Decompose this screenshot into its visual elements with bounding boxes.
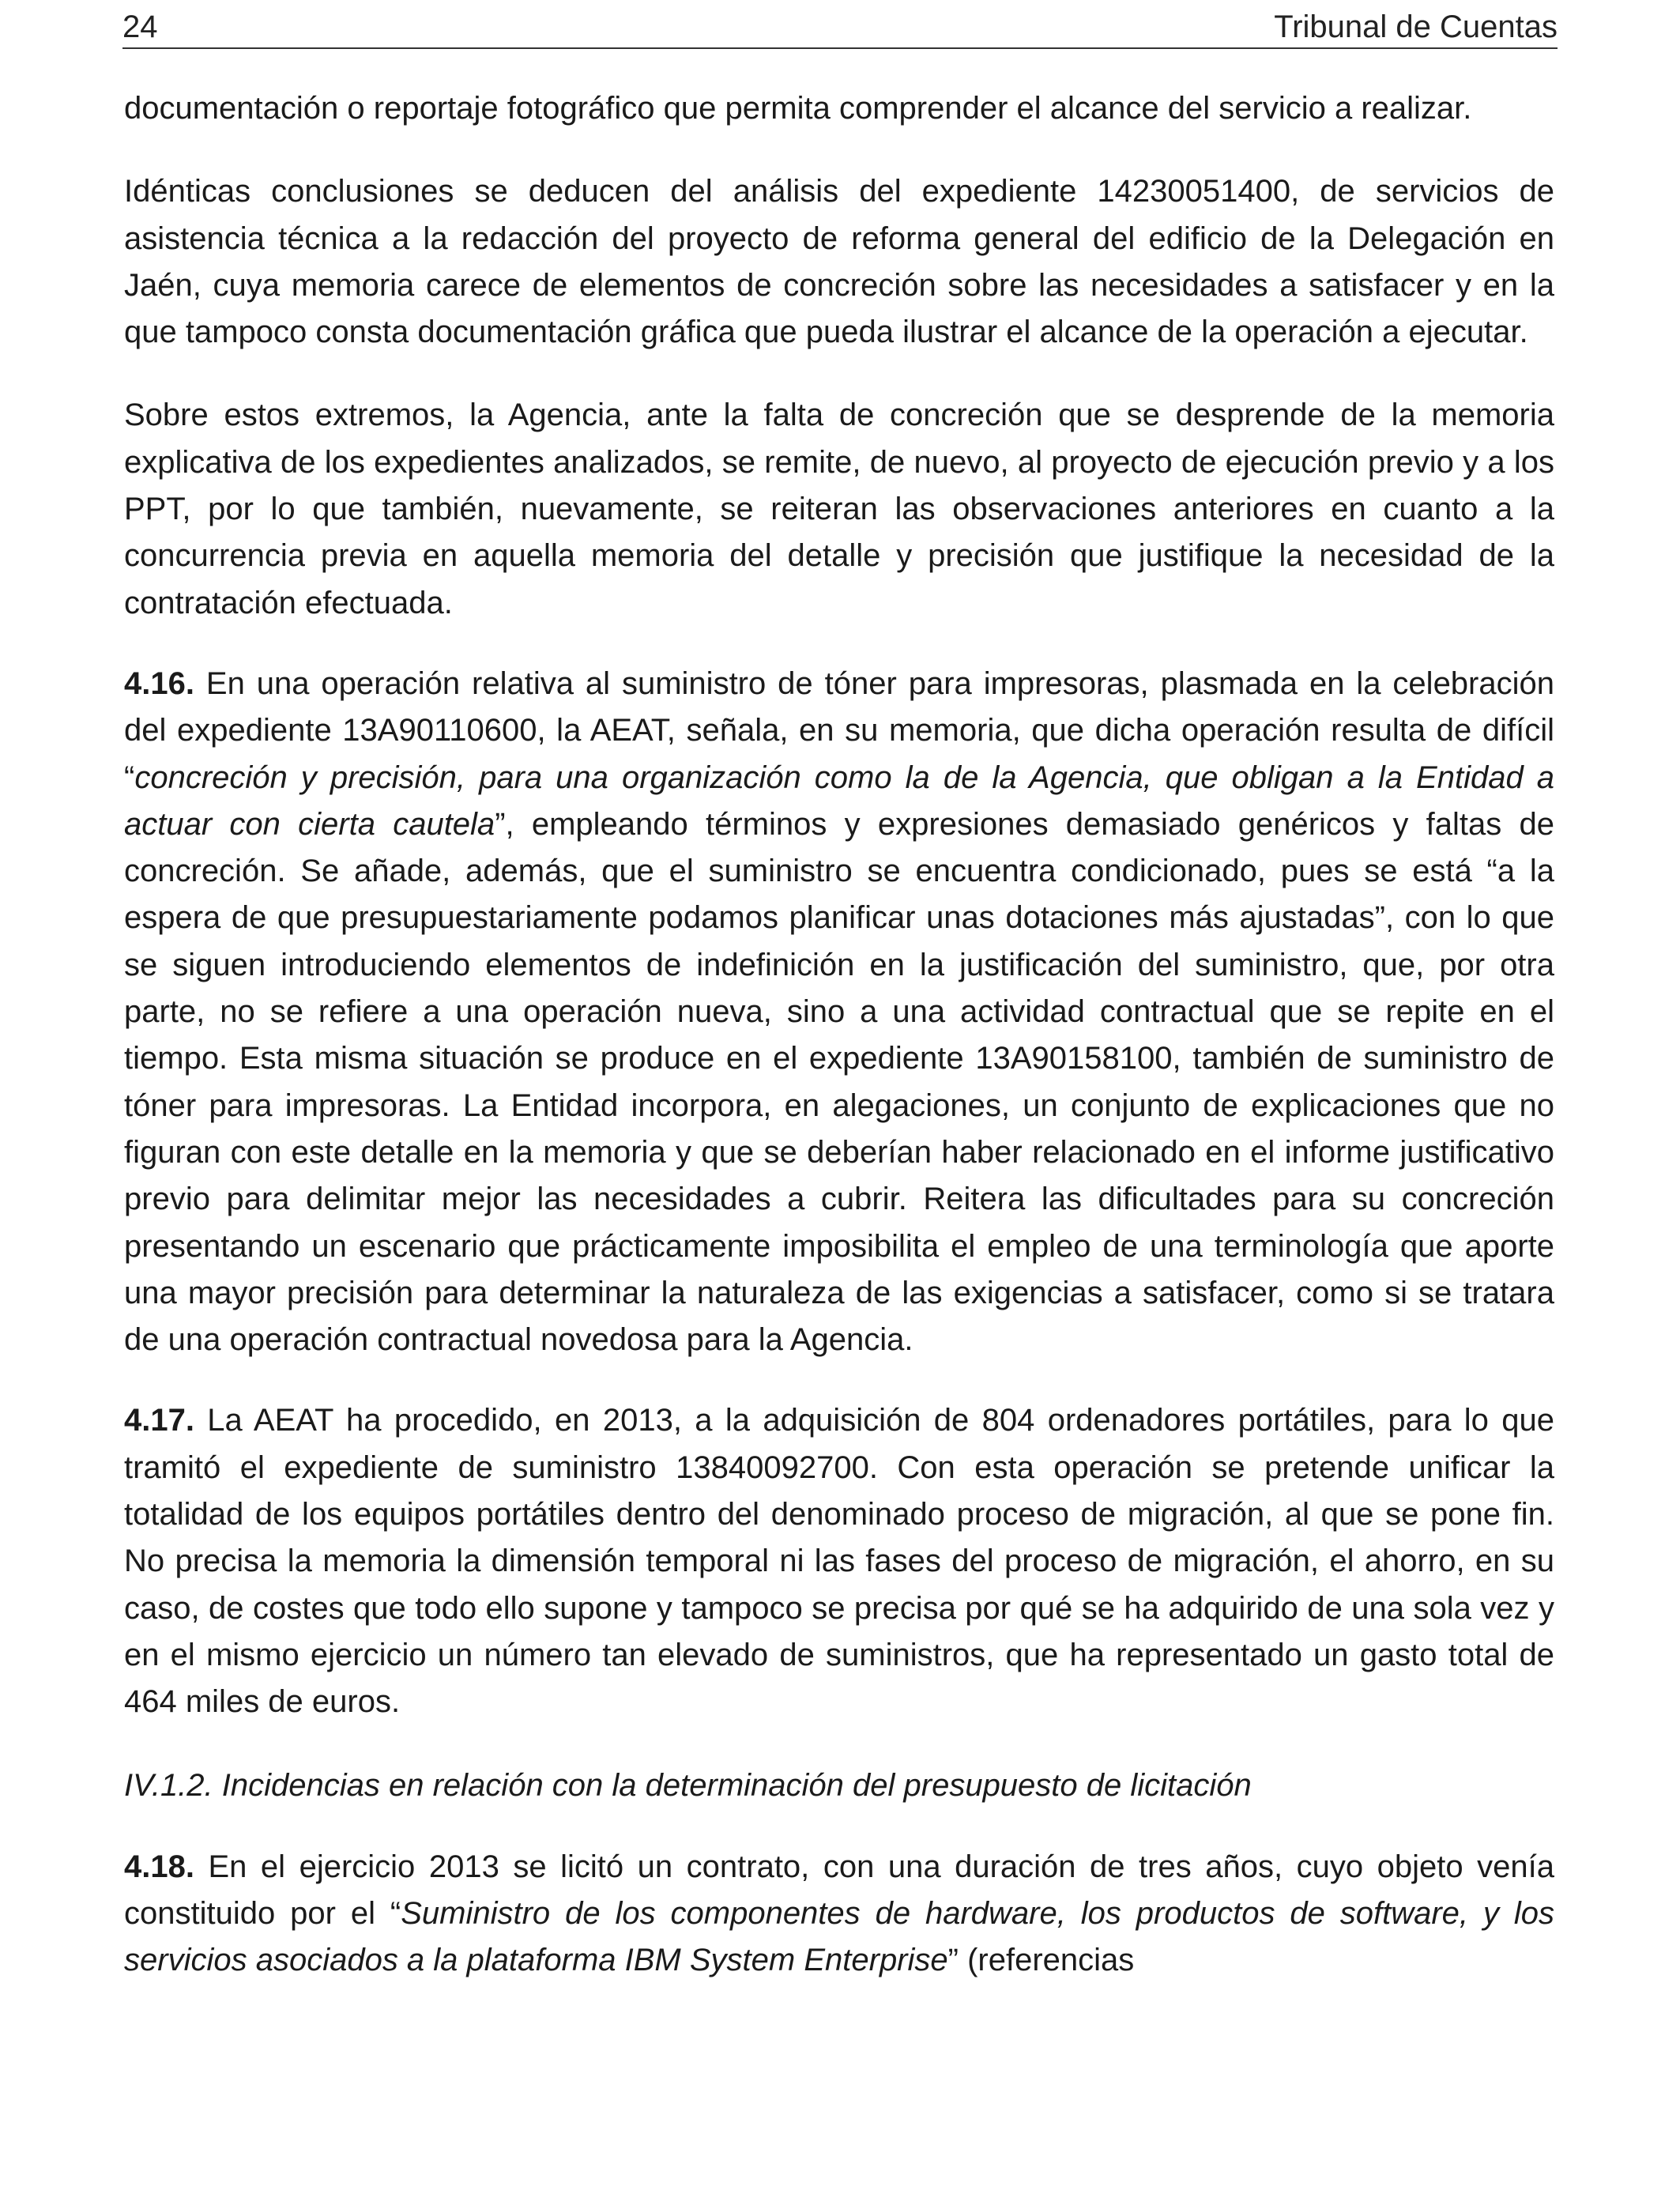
paragraph-text: Idénticas conclusiones se deducen del análisis del expediente 14230051400, de servicios de asistencia técnica a la redacción del proyecto de reforma general del edificio de la Delegación en Jaén, cuya memoria carece de elementos de concreción sobre las necesidades a satisfacer y en la que tampoco consta documentación gráfica que pueda ilustrar el alcance de la operación a ejecutar. <box>124 174 1554 350</box>
document-body <box>124 85 1554 1985</box>
paragraph-text: ” (referencias <box>947 1943 1135 1978</box>
publisher-name: Tribunal de Cuentas <box>1274 9 1558 44</box>
page-header <box>122 6 1558 47</box>
paragraph-quote: Suministro de los componentes de hardware, los productos de software, y los servicios asociados a la plataforma IBM System Enterprise <box>124 1896 1554 1978</box>
paragraph-number: 4.16. <box>124 665 194 701</box>
paragraph-jaen-expediente <box>124 168 1554 356</box>
paragraph-text: En una operación relativa al suministro de tóner para impresoras, plasmada en la celebración del expediente 13A90110600, la AEAT, señala, en su memoria, que dicha operación resulta de difícil “ <box>124 665 1554 795</box>
paragraph-4-17 <box>124 1397 1554 1725</box>
paragraph-text: ”, empleando términos y expresiones demasiado genéricos y faltas de concreción. Se añade, además, que el suministro se encuentra condicionado, pues se está “a la espera de que presupuestariamente podamos planificar unas dotaciones más ajustadas”, con lo que se siguen introduciendo elementos de indefinición en la justificación del suministro, que, por otra parte, no se refiere a una operación nueva, sino a una actividad contractual que se repite en el tiempo. Esta misma situación se produce en el expediente 13A90158100, también de suministro de tóner para impresoras. La Entidad incorpora, en alegaciones, un conjunto de explicaciones que no figuran con este detalle en la memoria y que se deberían haber relacionado en el informe justificativo previo para delimitar mejor las necesidades a cubrir. Reitera las dificultades para su concreción presentando un escenario que prácticamente imposibilita el empleo de una terminología que aporte una mayor precisión para determinar la naturaleza de las exigencias a satisfacer, como si se tratara de una operación contractual novedosa para la Agencia. <box>124 806 1554 1358</box>
paragraph-text: En el ejercicio 2013 se licitó un contrato, con una duración de tres años, cuyo objeto venía constituido por el “ <box>124 1849 1554 1932</box>
paragraph-agencia-response <box>124 392 1554 626</box>
paragraph-text: documentación o reportaje fotográfico que permita comprender el alcance del servicio a realizar. <box>124 91 1472 126</box>
paragraph-text: La AEAT ha procedido, en 2013, a la adquisición de 804 ordenadores portátiles, para lo que tramitó el expediente de suministro 13840092700. Con esta operación se pretende unificar la totalidad de los equipos portátiles dentro del denominado proceso de migración, al que se pone fin. No precisa la memoria la dimensión temporal ni las fases del proceso de migración, el ahorro, en su caso, de costes que todo ello supone y tampoco se precisa por qué se ha adquirido de una sola vez y en el mismo ejercicio un número tan elevado de suministros, que ha representado un gasto total de 464 miles de euros. <box>124 1403 1554 1720</box>
page-number: 24 <box>122 9 158 44</box>
paragraph-number: 4.17. <box>124 1403 194 1438</box>
paragraph-number: 4.18. <box>124 1849 194 1884</box>
paragraph-text: Sobre estos extremos, la Agencia, ante la falta de concreción que se desprende de la memoria explicativa de los expedientes analizados, se remite, de nuevo, al proyecto de ejecución previo y a los PPT, por lo que también, nuevamente, se reiteran las observaciones anteriores en cuanto a la concurrencia previa en aquella memoria del detalle y precisión que justifique la necesidad de la contratación efectuada. <box>124 398 1554 620</box>
paragraph-continuation <box>124 85 1554 132</box>
paragraph-4-18 <box>124 1844 1554 1985</box>
paragraph-4-16 <box>124 661 1554 1363</box>
paragraph-quote: concreción y precisión, para una organización como la de la Agencia, que obligan a la Entidad a actuar con cierta cautela <box>124 760 1554 842</box>
header-divider <box>122 47 1558 49</box>
section-heading-text: IV.1.2. Incidencias en relación con la determinación del presupuesto de licitación <box>124 1767 1252 1803</box>
section-heading <box>124 1762 1554 1809</box>
